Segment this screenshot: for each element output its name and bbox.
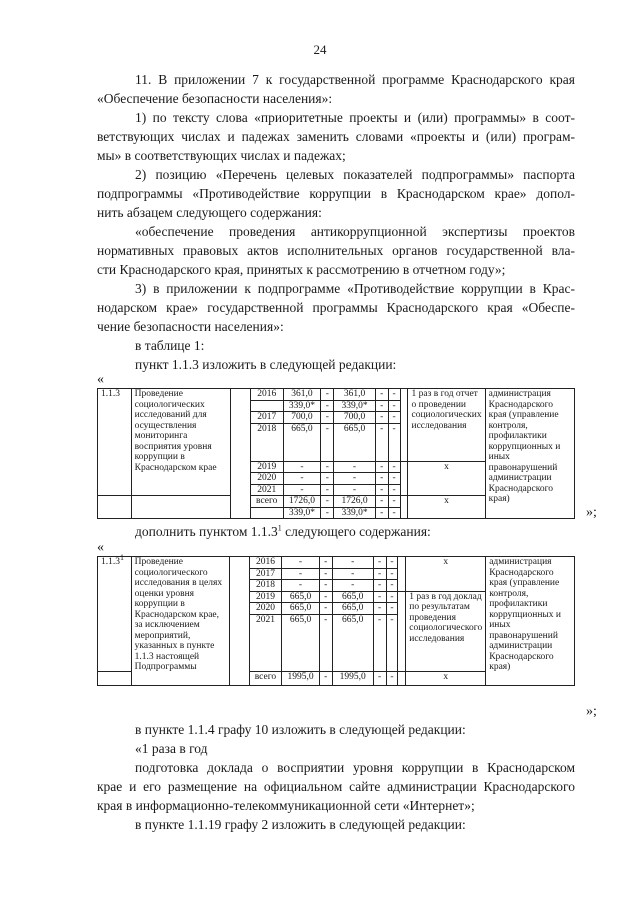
t1-total: 361,0 <box>283 389 321 401</box>
t1-year <box>250 507 283 519</box>
t1-kb: - <box>334 473 376 485</box>
t1-blank-col <box>400 496 408 519</box>
para-3-line-2: нодарском крае» государственной программы Краснодарского края «Обеспе- <box>97 300 575 315</box>
t1-total: 700,0 <box>283 412 321 424</box>
t1-blank <box>98 496 132 519</box>
t2-num-sup: 1 <box>120 552 124 562</box>
t1-blank-col <box>400 389 408 462</box>
t1-mb: - <box>375 473 388 485</box>
t2-vi: - <box>386 603 398 615</box>
para-2-line-3: нить абзацем следующего содержания: <box>97 205 322 220</box>
t2-vi: - <box>386 614 398 671</box>
t2-kb: - <box>332 568 373 580</box>
para-11-line-1: 11. В приложении 7 к государственной программе Краснодарского края <box>135 72 575 87</box>
table-item-1131 <box>97 552 575 686</box>
t2-mb: - <box>373 568 386 580</box>
t2-total: - <box>282 580 320 592</box>
t1-blank-col <box>400 461 408 496</box>
para-1-line-1: 1) по тексту слова «приоритетные проекты и (или) программы» в соот- <box>135 110 575 125</box>
t1-mb: - <box>375 423 388 461</box>
item-1119-instruction: в пункте 1.1.19 графу 2 изложить в следующей редакции: <box>135 817 466 832</box>
t2-vi: - <box>386 568 398 580</box>
quote-open-2: « <box>97 540 104 555</box>
t1-total: 339,0* <box>283 400 321 412</box>
t1-mb: - <box>375 461 388 473</box>
t1-blank <box>230 389 250 519</box>
t2-year: 2017 <box>249 568 282 580</box>
para-1-line-2: ветствующих числах и падежах заменить словами «проекты и (или) програм- <box>97 129 575 144</box>
t1-num: 1.1.3 <box>98 389 132 496</box>
t1-fb: - <box>321 389 334 401</box>
t2-total: 665,0 <box>282 591 320 603</box>
t1-year: 2019 <box>250 461 283 473</box>
t1-total: 339,0* <box>283 507 321 519</box>
t1-kb: - <box>334 484 376 496</box>
t2-total: 665,0 <box>282 603 320 615</box>
t1-vi: - <box>388 473 400 485</box>
t2-vi: - <box>386 557 398 569</box>
para-quote-line-2: нормативных правовых актов исполнительных органов государственной вла- <box>97 243 575 258</box>
t2-kb: 1995,0 <box>332 671 373 685</box>
t2-name: Проведение социологического исследования в целях оценки уровня коррупции в Краснодарском крае, за исключением мероприятий, указанных в пункте 1.1.3 настоящей Подпрограммы <box>131 557 229 686</box>
t2-fb: - <box>319 614 332 671</box>
report-line-2: крае и его размещение на официальном сайте администрации Краснодарского <box>97 779 575 794</box>
t2-mb: - <box>373 557 386 569</box>
page-number: 24 <box>313 42 327 57</box>
t1-kb: 700,0 <box>334 412 376 424</box>
t1-kb: 339,0* <box>334 400 376 412</box>
t1-name: Проведение социологических исследований для осуществления мониторинга восприятия уровня коррупции в Краснодарском крае <box>131 389 230 496</box>
t2-blank-col <box>398 591 406 671</box>
report-line-1: подготовка доклада о восприятии уровня коррупции в Краснодарском <box>135 760 575 775</box>
t2-year: 2016 <box>249 557 282 569</box>
item-114-value: «1 раза в год <box>135 741 208 756</box>
t2-kb: - <box>332 557 373 569</box>
table-1-note: в таблице 1: <box>135 338 205 353</box>
t2-fb: - <box>319 671 332 685</box>
t1-total: 1726,0 <box>283 496 321 508</box>
t1-fb: - <box>321 496 334 508</box>
t1-fb: - <box>321 484 334 496</box>
t2-x: х <box>406 557 486 592</box>
t1-fb: - <box>321 507 334 519</box>
t1-kb: 1726,0 <box>334 496 376 508</box>
t1-year: 2017 <box>250 412 283 424</box>
t1-vi: - <box>388 507 400 519</box>
t1-kb: 361,0 <box>334 389 376 401</box>
t1-total: - <box>283 461 321 473</box>
t2-fb: - <box>319 591 332 603</box>
t2-fb: - <box>319 603 332 615</box>
t1-year: 2016 <box>250 389 283 401</box>
t1-year: 2018 <box>250 423 283 461</box>
t1-total: 665,0 <box>283 423 321 461</box>
item-114-instruction: в пункте 1.1.4 графу 10 изложить в следующей редакции: <box>135 722 466 737</box>
t2-kb: 665,0 <box>332 614 373 671</box>
t2-total: - <box>282 568 320 580</box>
t1-x: х <box>408 496 485 519</box>
t1-fb: - <box>321 423 334 461</box>
t1-mb: - <box>375 400 388 412</box>
table-item-113 <box>97 388 575 519</box>
t1-kb: 665,0 <box>334 423 376 461</box>
para-11-line-2: «Обеспечение безопасности населения»: <box>97 91 333 106</box>
para-3-line-1: 3) в приложении к подпрограмме «Противодействие коррупции в Крас- <box>135 281 575 296</box>
t2-blank <box>229 557 249 686</box>
t1-vi: - <box>388 423 400 461</box>
t2-mb: - <box>373 580 386 592</box>
t1-vi: - <box>388 389 400 401</box>
t1-vi: - <box>388 400 400 412</box>
t1-vi: - <box>388 412 400 424</box>
t2-year: 2018 <box>249 580 282 592</box>
t2-fb: - <box>319 580 332 592</box>
t2-mb: - <box>373 603 386 615</box>
add-item-sup: 1 <box>277 523 282 533</box>
t2-total: 665,0 <box>282 614 320 671</box>
t1-executor: администрация Краснодарского края (управление контроля, профилактики коррупционных и иных правонарушений администрации Краснодарского края) <box>485 389 574 519</box>
quote-open-1: « <box>97 372 104 387</box>
t1-total: - <box>283 473 321 485</box>
t1-fb: - <box>321 412 334 424</box>
t2-year: всего <box>249 671 282 685</box>
para-3-line-3: чение безопасности населения»: <box>97 319 284 334</box>
t1-fb: - <box>321 400 334 412</box>
t1-result: 1 раз в год отчет о проведении социологических исследования <box>408 389 485 462</box>
t2-year: 2021 <box>249 614 282 671</box>
t1-blank <box>131 496 230 519</box>
t2-year: 2019 <box>249 591 282 603</box>
t1-year <box>250 400 283 412</box>
t1-kb: 339,0* <box>334 507 376 519</box>
t1-year: всего <box>250 496 283 508</box>
t2-mb: - <box>373 591 386 603</box>
quote-close-1: »; <box>586 505 597 520</box>
t2-vi: - <box>386 580 398 592</box>
para-quote-line-3: сти Краснодарского края, принятых к рассмотрению в отчетном году»; <box>97 262 506 277</box>
t2-vi: - <box>386 671 398 685</box>
t1-year: 2021 <box>250 484 283 496</box>
t2-mb: - <box>373 671 386 685</box>
t2-num-text: 1.1.3 <box>101 557 120 567</box>
t1-total: - <box>283 484 321 496</box>
t1-mb: - <box>375 389 388 401</box>
t1-mb: - <box>375 412 388 424</box>
t2-executor: администрация Краснодарского края (управление контроля, профилактики коррупционных и иных правонарушений администрации Краснодарского края) <box>486 557 575 686</box>
t2-fb: - <box>319 568 332 580</box>
t2-total: 1995,0 <box>282 671 320 685</box>
quote-close-2: »; <box>586 704 597 719</box>
t1-mb: - <box>375 507 388 519</box>
report-line-3: края в информационно-телекоммуникационной сети «Интернет»; <box>97 798 475 813</box>
t1-fb: - <box>321 461 334 473</box>
t2-kb: 665,0 <box>332 603 373 615</box>
para-2-line-2: подпрограммы «Противодействие коррупции в Краснодарском крае» допол- <box>97 186 575 201</box>
t2-fb: - <box>319 557 332 569</box>
para-2-line-1: 2) позицию «Перечень целевых показателей подпрограммы» паспорта <box>135 167 575 182</box>
t2-blank <box>98 671 132 685</box>
t1-kb: - <box>334 461 376 473</box>
t1-year: 2020 <box>250 473 283 485</box>
t2-kb: 665,0 <box>332 591 373 603</box>
add-item-text: дополнить пунктом 1.1.3 <box>135 524 278 539</box>
item-113-instruction: пункт 1.1.3 изложить в следующей редакции: <box>135 357 397 372</box>
t2-x: х <box>406 671 486 685</box>
t2-blank-col <box>398 671 406 685</box>
t2-result: 1 раз в год доклад по результатам проведения социологического исследования <box>406 591 486 671</box>
t1-fb: - <box>321 473 334 485</box>
t2-blank-col <box>398 557 406 592</box>
t2-total: - <box>282 557 320 569</box>
t2-vi: - <box>386 591 398 603</box>
t1-x: х <box>408 461 485 496</box>
t1-mb: - <box>375 484 388 496</box>
t1-vi: - <box>388 461 400 473</box>
t1-mb: - <box>375 496 388 508</box>
add-item-instruction <box>135 524 431 539</box>
t1-vi: - <box>388 484 400 496</box>
para-quote-line-1: «обеспечение проведения антикоррупционной экспертизы проектов <box>135 224 575 239</box>
t2-year: 2020 <box>249 603 282 615</box>
add-item-text-end: следующего содержания: <box>281 524 431 539</box>
t2-num <box>98 552 132 672</box>
t2-kb: - <box>332 580 373 592</box>
t2-mb: - <box>373 614 386 671</box>
t1-vi: - <box>388 496 400 508</box>
para-1-line-3: мы» в соответствующих числах и падежах; <box>97 148 346 163</box>
